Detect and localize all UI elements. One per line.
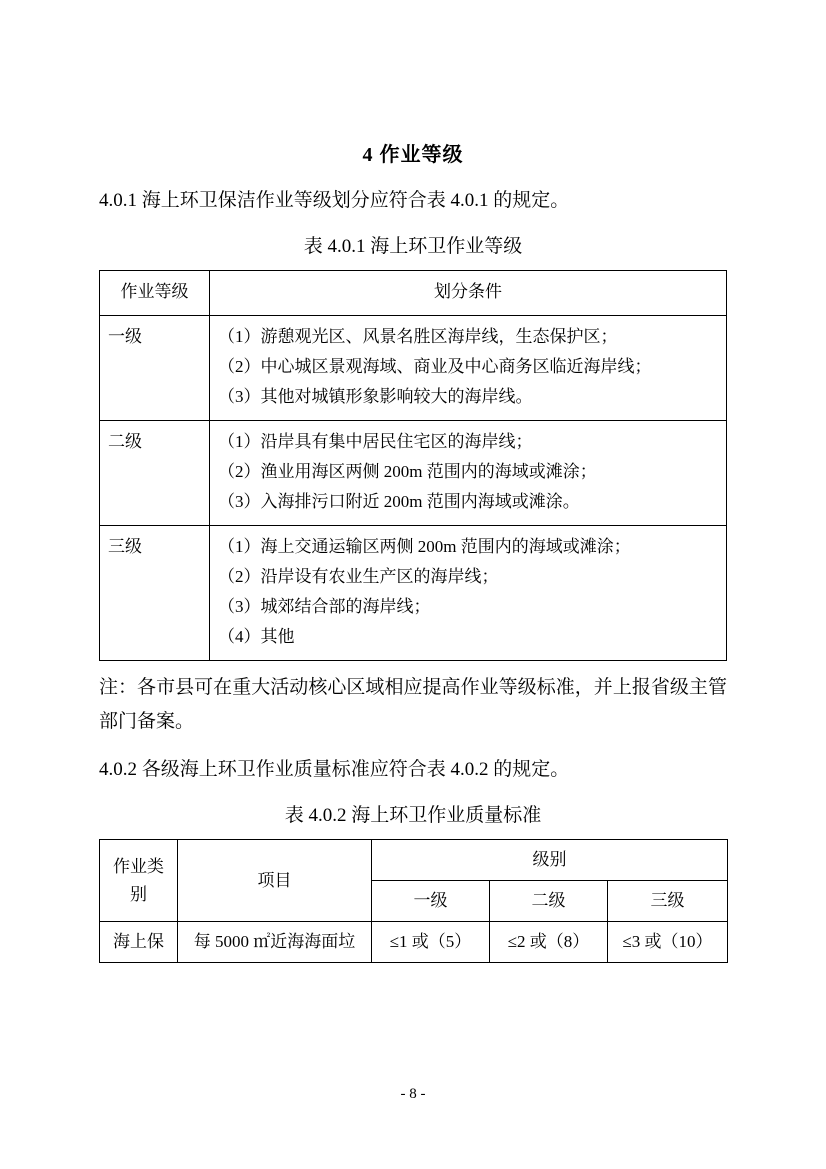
condition-line: （2）中心城区景观海域、商业及中心商务区临近海岸线； xyxy=(218,357,652,376)
table-row xyxy=(100,421,727,526)
header-cell-grade-3: 三级 xyxy=(608,881,728,922)
condition-line: （1）游憩观光区、风景名胜区海岸线，生态保护区； xyxy=(218,327,618,346)
table-header-row xyxy=(100,271,727,316)
cell-item: 每 5000 ㎡近海海面垃 xyxy=(178,922,372,963)
header-cell-grade-2: 二级 xyxy=(490,881,608,922)
table-row xyxy=(100,922,728,963)
page-number: - 8 - xyxy=(400,1086,426,1102)
condition-line: （1）沿岸具有集中居民住宅区的海岸线； xyxy=(218,432,533,451)
condition-line: （1）海上交通运输区两侧 200m 范围内的海域或滩涂； xyxy=(218,537,631,556)
cell-conditions xyxy=(210,526,727,661)
table-4-0-1 xyxy=(99,270,727,661)
header-cell-grade-1: 一级 xyxy=(372,881,490,922)
cell-level: 二级 xyxy=(100,421,210,526)
table-header-row xyxy=(100,840,728,881)
clause-4-0-1: 4.0.1 海上环卫保洁作业等级划分应符合表 4.0.1 的规定。 xyxy=(99,190,570,211)
table-4-0-2 xyxy=(99,839,728,963)
header-cell-level: 作业等级 xyxy=(100,271,210,316)
table-4-0-2-caption: 表 4.0.2 海上环卫作业质量标准 xyxy=(284,805,542,826)
table-4-0-1-caption: 表 4.0.1 海上环卫作业等级 xyxy=(303,236,523,257)
header-category-line1: 作业类 xyxy=(113,856,164,876)
condition-line: （3）城郊结合部的海岸线； xyxy=(218,597,431,616)
header-cell-item: 项目 xyxy=(178,840,372,922)
condition-line: （3）其他对城镇形象影响较大的海岸线。 xyxy=(218,387,533,406)
table-note: 注：各市县可在重大活动核心区域相应提高作业等级标准，并上报省级主管部门备案。 xyxy=(99,677,727,732)
page-title: 4 作业等级 xyxy=(362,144,464,166)
cell-conditions xyxy=(210,316,727,421)
condition-line: （4）其他 xyxy=(218,627,295,646)
header-cell-grade: 级别 xyxy=(372,840,728,881)
cell-level: 一级 xyxy=(100,316,210,421)
cell-category: 海上保 xyxy=(100,922,178,963)
header-category-line2: 别 xyxy=(130,884,147,904)
table-row xyxy=(100,316,727,421)
cell-grade-3: ≤3 或（10） xyxy=(608,922,728,963)
clause-4-0-2: 4.0.2 各级海上环卫作业质量标准应符合表 4.0.2 的规定。 xyxy=(99,759,570,780)
table-row xyxy=(100,526,727,661)
cell-grade-2: ≤2 或（8） xyxy=(490,922,608,963)
header-cell-conditions: 划分条件 xyxy=(210,271,727,316)
page-content xyxy=(99,140,727,963)
condition-line: （2）沿岸设有农业生产区的海岸线； xyxy=(218,567,499,586)
header-cell-category xyxy=(100,840,178,922)
condition-line: （2）渔业用海区两侧 200m 范围内的海域或滩涂； xyxy=(218,462,597,481)
cell-grade-1: ≤1 或（5） xyxy=(372,922,490,963)
condition-line: （3）入海排污口附近 200m 范围内海域或滩涂。 xyxy=(218,492,580,511)
cell-level: 三级 xyxy=(100,526,210,661)
cell-conditions xyxy=(210,421,727,526)
